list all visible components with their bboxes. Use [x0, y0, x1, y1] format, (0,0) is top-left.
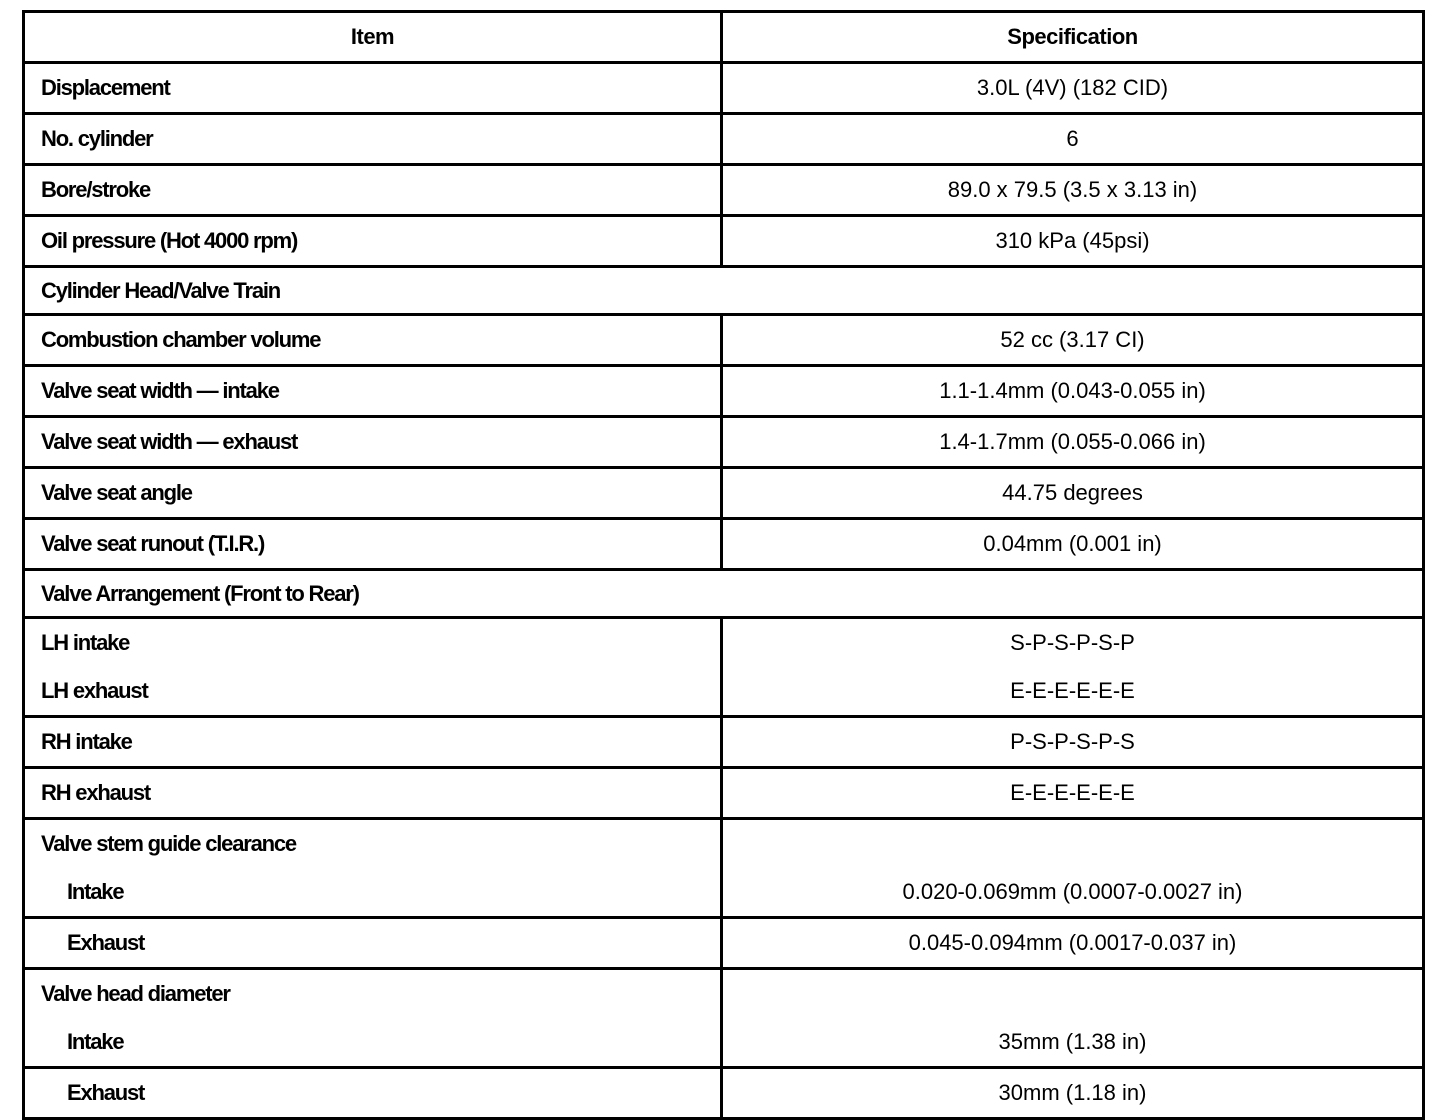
item-cell: [25, 64, 723, 112]
header-spec-cell: [723, 13, 1422, 61]
table-row: [25, 715, 1422, 766]
spec-value: 35mm (1.38 in): [998, 1029, 1147, 1054]
item-label: Intake: [67, 879, 124, 904]
table-row: [25, 916, 1422, 967]
item-cell: [25, 970, 723, 1066]
spec-value: 0.04mm (0.001 in): [983, 531, 1162, 556]
item-cell: [25, 919, 723, 967]
item-label: Intake: [67, 1029, 124, 1054]
item-cell: [25, 217, 723, 265]
spec-value: 0.020-0.069mm (0.0007-0.0027 in): [902, 879, 1243, 904]
item-cell: [25, 367, 723, 415]
item-cell: [25, 418, 723, 466]
table-row: [25, 112, 1422, 163]
spec-value: 52 cc (3.17 CI): [1000, 327, 1145, 352]
item-label: Combustion chamber volume: [41, 327, 321, 352]
table-row: [25, 1066, 1422, 1117]
specification-table: [22, 10, 1425, 1120]
spec-value: [723, 970, 1422, 1018]
spec-cell: [723, 919, 1422, 967]
table-row: [25, 214, 1422, 265]
item-cell: [25, 619, 723, 715]
item-cell: [25, 718, 723, 766]
column-header-specification: Specification: [1007, 24, 1138, 49]
table-header-row: [25, 13, 1422, 61]
spec-value: [723, 820, 1422, 868]
section-title: Cylinder Head/Valve Train: [41, 278, 281, 303]
spec-value: 89.0 x 79.5 (3.5 x 3.13 in): [947, 177, 1198, 202]
spec-cell: [723, 367, 1422, 415]
spec-value: S-P-S-P-S-P: [1010, 630, 1135, 655]
table-row: [25, 364, 1422, 415]
item-label: Valve seat angle: [41, 480, 192, 505]
item-label: Valve head diameter: [41, 981, 230, 1006]
table-row: [25, 61, 1422, 112]
item-label: Oil pressure (Hot 4000 rpm): [41, 228, 298, 253]
spec-value: 6: [1066, 126, 1079, 151]
spec-value: E-E-E-E-E-E: [1010, 678, 1135, 703]
item-label: Valve seat width — exhaust: [41, 429, 298, 454]
table-row: [25, 967, 1422, 1066]
item-label: LH intake: [41, 630, 130, 655]
spec-value: 1.4-1.7mm (0.055-0.066 in): [939, 429, 1206, 454]
spec-value: 30mm (1.18 in): [998, 1080, 1147, 1105]
spec-value: 3.0L (4V) (182 CID): [976, 75, 1169, 100]
spec-cell: [723, 769, 1422, 817]
header-item-cell: [25, 13, 723, 61]
spec-cell: [723, 64, 1422, 112]
spec-value: 1.1-1.4mm (0.043-0.055 in): [939, 378, 1206, 403]
spec-value: 44.75 degrees: [1002, 480, 1143, 505]
item-label: No. cylinder: [41, 126, 153, 151]
section-title: Valve Arrangement (Front to Rear): [41, 581, 359, 606]
item-label: RH exhaust: [41, 780, 151, 805]
item-cell: [25, 1069, 723, 1117]
item-label: Exhaust: [67, 1080, 145, 1105]
item-label: RH intake: [41, 729, 132, 754]
table-row: [25, 517, 1422, 568]
item-cell: [25, 520, 723, 568]
spec-value: 0.045-0.094mm (0.0017-0.037 in): [908, 930, 1237, 955]
spec-value: E-E-E-E-E-E: [1010, 780, 1135, 805]
item-label: Valve seat runout (T.I.R.): [41, 531, 265, 556]
spec-cell: [723, 115, 1422, 163]
table-row: [25, 466, 1422, 517]
table-row: [25, 163, 1422, 214]
table-row: [25, 313, 1422, 364]
item-cell: [25, 316, 723, 364]
spec-cell: [723, 217, 1422, 265]
item-label: Valve seat width — intake: [41, 378, 279, 403]
spec-cell: [723, 469, 1422, 517]
spec-cell: [723, 316, 1422, 364]
item-cell: [25, 820, 723, 916]
spec-value: 310 kPa (45psi): [995, 228, 1150, 253]
spec-cell: [723, 418, 1422, 466]
table-row: [25, 817, 1422, 916]
spec-cell: [723, 970, 1422, 1066]
table-row: [25, 766, 1422, 817]
item-cell: [25, 115, 723, 163]
item-cell: [25, 469, 723, 517]
spec-cell: [723, 166, 1422, 214]
section-header-row: [25, 265, 1422, 313]
spec-cell: [723, 1069, 1422, 1117]
spec-cell: [723, 520, 1422, 568]
column-header-item: Item: [350, 24, 395, 49]
section-header-row: [25, 568, 1422, 616]
item-label: Displacement: [41, 75, 170, 100]
item-label: Exhaust: [67, 930, 145, 955]
item-label: LH exhaust: [41, 678, 148, 703]
spec-cell: [723, 820, 1422, 916]
item-label: Valve stem guide clearance: [41, 831, 296, 856]
table-row: [25, 415, 1422, 466]
item-cell: [25, 769, 723, 817]
table-row: [25, 616, 1422, 715]
spec-cell: [723, 718, 1422, 766]
item-cell: [25, 166, 723, 214]
spec-cell: [723, 619, 1422, 715]
item-label: Bore/stroke: [41, 177, 151, 202]
spec-value: P-S-P-S-P-S: [1010, 729, 1135, 754]
